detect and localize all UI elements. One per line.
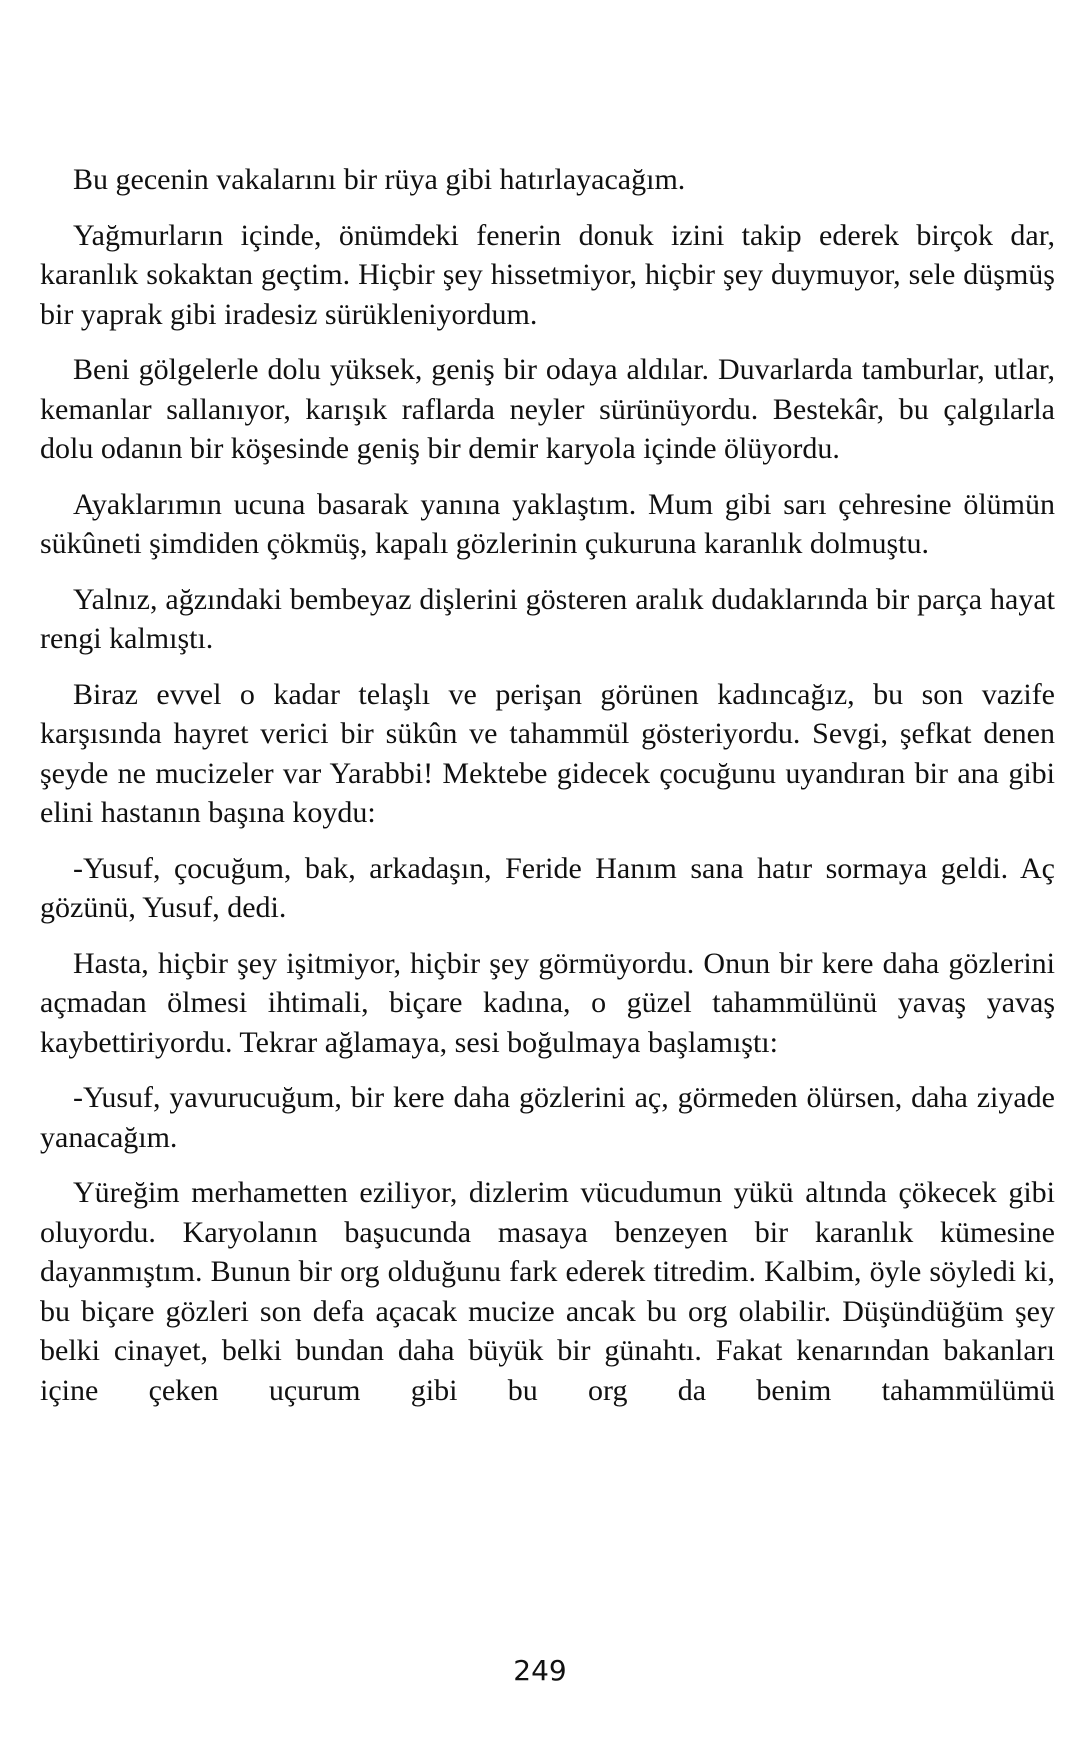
paragraph-2: Yağmurların içinde, önümdeki fenerin donuk izini takip ederek birçok dar, karanlık sokaktan geçtim. Hiçbir şey hissetmiyor, hiçbir şey duymuyor, sele düşmüş bir yaprak gibi iradesiz sürükleniyordum. — [40, 218, 1055, 331]
paragraph-3: Beni gölgelerle dolu yüksek, geniş bir odaya aldılar. Duvarlarda tamburlar, utlar, kemanlar sallanıyor, karışık raflarda neyler sürünüyordu. Bestekâr, bu çalgılarla dolu odanın bir köşesinde geniş bir demir karyola içinde ölüyordu. — [40, 353, 1055, 465]
paragraph-8: Hasta, hiçbir şey işitmiyor, hiçbir şey görmüyordu. Onun bir kere daha gözlerini açmadan ölmesi ihtimali, biçare kadına, o güzel tahammülünü yavaş yavaş kaybettiriyordu. Tekrar ağlamaya, sesi boğulmaya başlamıştı: — [40, 946, 1055, 1059]
paragraph-4: Ayaklarımın ucuna basarak yanına yaklaştım. Mum gibi sarı çehresine ölümün sükûneti şimdiden çökmüş, kapalı gözlerinin çukuruna karanlık dolmuştu. — [40, 487, 1055, 560]
page-number: 249 — [513, 1654, 567, 1687]
paragraph-1: Bu gecenin vakalarını bir rüya gibi hatırlayacağım. — [73, 163, 686, 196]
paragraph-6: Biraz evvel o kadar telaşlı ve perişan görünen kadıncağız, bu son vazife karşısında hayret verici bir sükûn ve tahammül gösteriyordu. Sevgi, şefkat denen şeyde ne mucizeler var Yarabbi! Mektebe gidecek çocuğunu uyandıran bir ana gibi elini hastanın başına koydu: — [40, 677, 1055, 829]
paragraph-7: -Yusuf, çocuğum, bak, arkadaşın, Feride Hanım sana hatır sormaya geldi. Aç gözünü, Yusuf, dedi. — [40, 851, 1055, 924]
paragraph-9: -Yusuf, yavurucuğum, bir kere daha gözlerini aç, görmeden ölürsen, daha ziyade yanacağım. — [40, 1081, 1055, 1154]
paragraph-5: Yalnız, ağzındaki bembeyaz dişlerini gösteren aralık dudaklarında bir parça hayat rengi kalmıştı. — [40, 582, 1055, 655]
body-text — [40, 160, 1055, 1426]
paragraph-10: Yüreğim merhametten eziliyor, dizlerim vücudumun yükü altında çökecek gibi oluyordu. Karyolanın başucunda masaya benzeyen bir karanlık kümesine dayanmıştım. Bunun bir org olduğunu fark ederek titredim. Kalbim, öyle söyledi ki, bu biçare gözleri son defa açacak mucize ancak bu org olabilir. Düşündüğüm şey belki cinayet, belki bundan daha büyük bir günahtı. Fakat kenarından bakanları içine çeken uçurum gibi bu org da benim tahammülümü — [40, 1176, 1055, 1407]
